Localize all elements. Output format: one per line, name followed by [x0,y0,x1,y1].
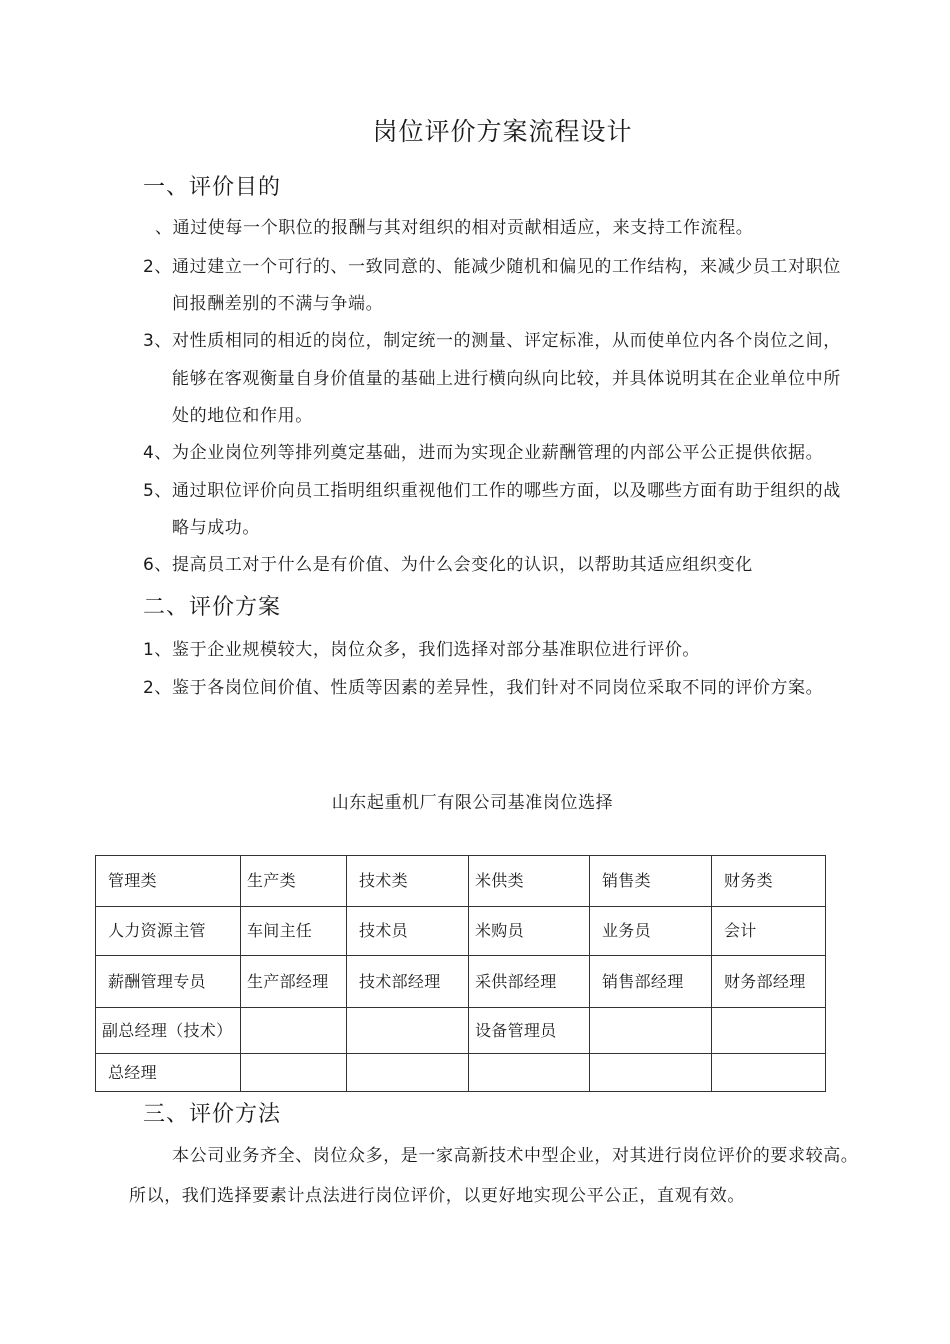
plan-item-2: 2、鉴于各岗位间价值、性质等因素的差异性，我们针对不同岗位采取不同的评价方案。 [143,678,824,698]
table-cell: 会计 [712,907,826,956]
table-cell: 生产类 [241,856,347,907]
purpose-item-2: 2、通过建立一个可行的、一致同意的、能减少随机和偏见的工作结构，来减少员工对职位 [143,257,841,277]
table-cell [590,1008,712,1054]
table-cell: 生产部经理 [241,956,347,1008]
purpose-item-5: 5、通过职位评价向员工指明组织重视他们工作的哪些方面，以及哪些方面有助于组织的战 [143,481,841,501]
table-cell: 车间主任 [241,907,347,956]
table-cell: 技术部经理 [347,956,469,1008]
table-cell: 总经理 [96,1054,241,1092]
table-row [96,1054,826,1092]
purpose-item-3-cont2: 处的地位和作用。 [172,406,313,426]
table-cell [469,1054,590,1092]
page-title: 岗位评价方案流程设计 [372,117,633,146]
table-cell: 管理类 [96,856,241,907]
table-cell: 人力资源主管 [96,907,241,956]
table-row [96,907,826,956]
purpose-item-3: 3、对性质相同的相近的岗位，制定统一的测量、评定标准，从而使单位内各个岗位之间， [143,331,841,351]
table-row [96,856,826,907]
table-cell [590,1054,712,1092]
table-cell: 采供部经理 [469,956,590,1008]
table-cell: 技术类 [347,856,469,907]
table-cell: 业务员 [590,907,712,956]
table-cell: 副总经理（技术） [96,1008,241,1054]
table-cell: 财务类 [712,856,826,907]
table-cell: 薪酬管理专员 [96,956,241,1008]
table-cell [241,1008,347,1054]
table-cell: 设备管理员 [469,1008,590,1054]
table-cell [712,1054,826,1092]
table-cell: 米供类 [469,856,590,907]
purpose-item-3-cont: 能够在客观衡量自身价值量的基础上进行横向纵向比较，并具体说明其在企业单位中所 [172,369,841,389]
table-cell [241,1054,347,1092]
purpose-item-2-cont: 间报酬差别的不满与争端。 [172,294,384,314]
method-paragraph-line-2: 所以，我们选择要素计点法进行岗位评价，以更好地实现公平公正，直观有效。 [129,1186,745,1206]
purpose-item-6: 6、提高员工对于什么是有价值、为什么会变化的认识，以帮助其适应组织变化 [143,555,753,575]
method-paragraph-line-1: 本公司业务齐全、岗位众多，是一家高新技术中型企业，对其进行岗位评价的要求较高。 [172,1146,859,1166]
table-cell [347,1008,469,1054]
table-row [96,1008,826,1054]
purpose-item-5-cont: 略与成功。 [172,518,260,538]
table-cell: 财务部经理 [712,956,826,1008]
section-heading-method: 三、评价方法 [143,1102,282,1127]
benchmark-positions-table [95,855,826,1092]
section-heading-purpose: 一、评价目的 [143,175,282,200]
section-heading-plan: 二、评价方案 [143,595,282,620]
purpose-item-1: 、通过使每一个职位的报酬与其对组织的相对贡献相适应，来支持工作流程。 [155,218,754,238]
table-cell: 销售部经理 [590,956,712,1008]
table-caption: 山东起重机厂有限公司基准岗位选择 [331,793,614,813]
table-cell: 米购员 [469,907,590,956]
table-cell: 销售类 [590,856,712,907]
table-cell [712,1008,826,1054]
table-row [96,956,826,1008]
table-cell: 技术员 [347,907,469,956]
purpose-item-4: 4、为企业岗位列等排列奠定基础，进而为实现企业薪酬管理的内部公平公正提供依据。 [143,443,824,463]
table-cell [347,1054,469,1092]
plan-item-1: 1、鉴于企业规模较大，岗位众多，我们选择对部分基准职位进行评价。 [143,640,701,660]
